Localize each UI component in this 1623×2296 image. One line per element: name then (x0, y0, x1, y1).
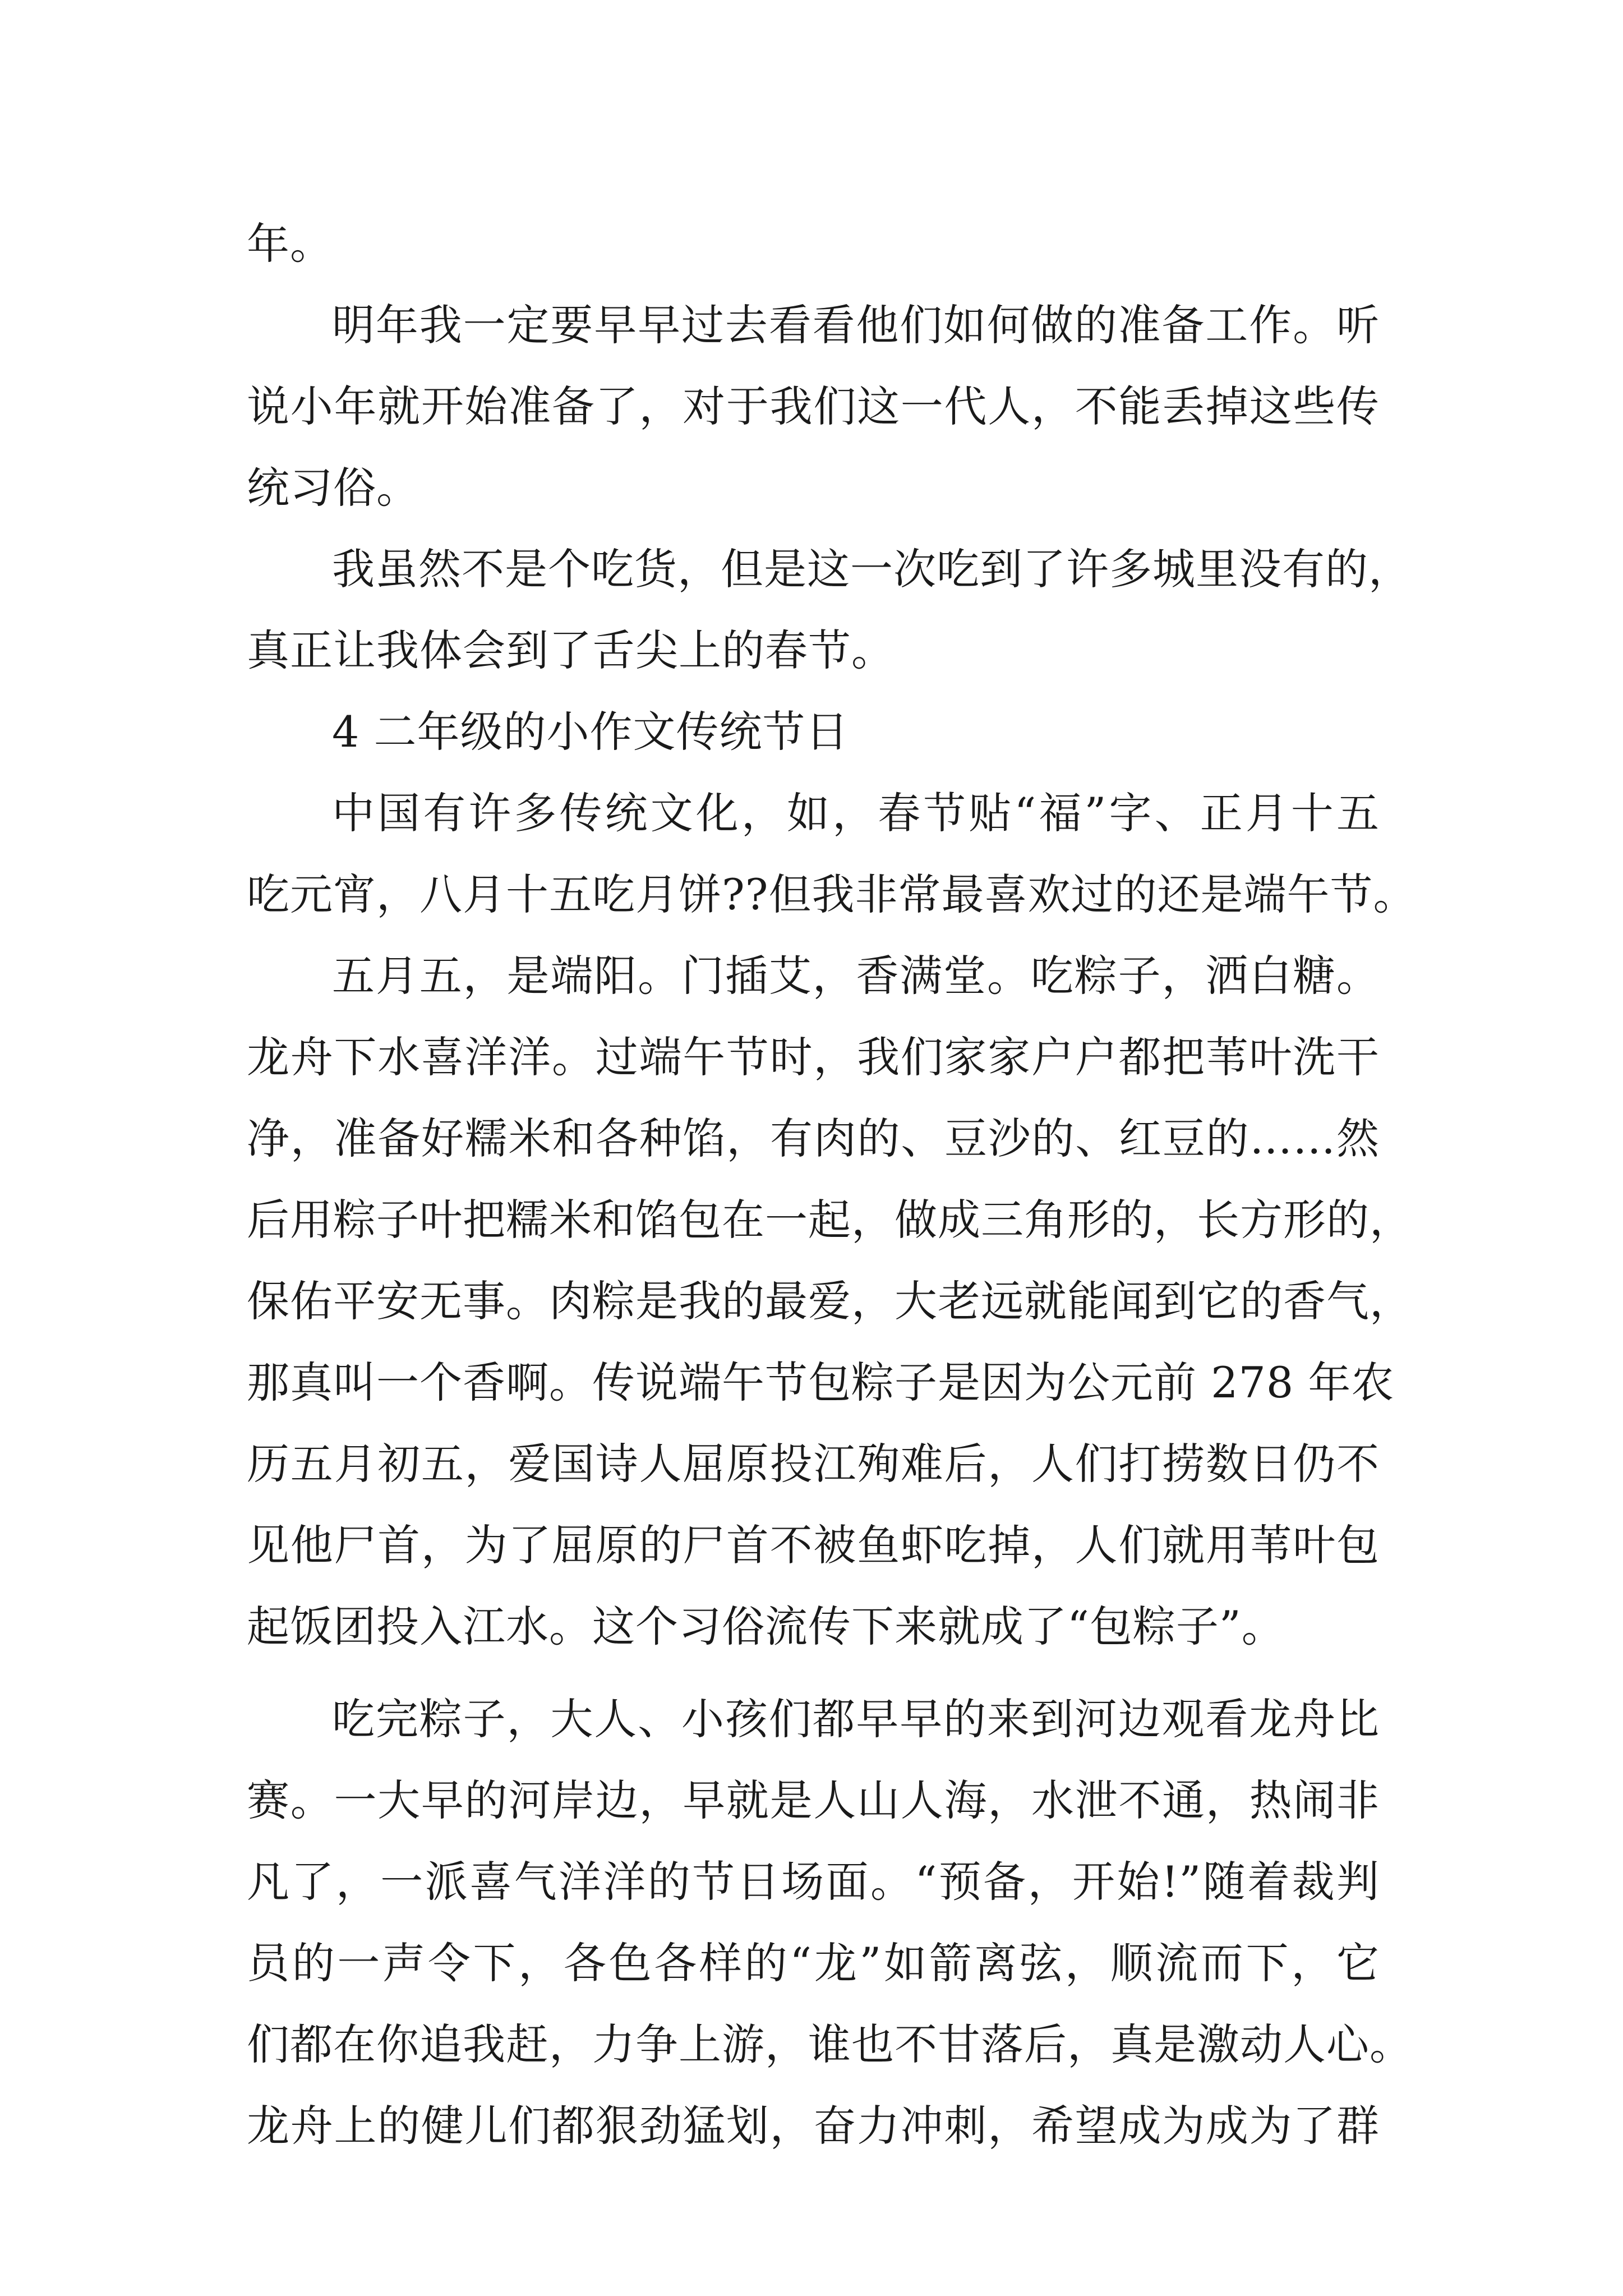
text-line: 五月五，是端阳。门插艾，香满堂。吃粽子，洒白糖。 (332, 951, 1380, 1001)
text-line: 明年我一定要早早过去看看他们如何做的准备工作。听 (332, 300, 1380, 350)
text-line: 年。 (247, 219, 333, 269)
text-line: 龙舟上的健儿们都狠劲猛划，奋力冲刺，希望成为成为了群 (247, 2101, 1380, 2151)
text-line: 我虽然不是个吃货，但是这一次吃到了许多城里没有的， (332, 544, 1412, 594)
text-line: 见他尸首，为了屈原的尸首不被鱼虾吃掉，人们就用苇叶包 (247, 1520, 1380, 1570)
text-line: 真正让我体会到了舌尖上的春节。 (247, 625, 895, 675)
text-line: 保佑平安无事。肉粽是我的最爱，大老远就能闻到它的香气， (247, 1276, 1413, 1326)
text-line: 们都在你追我赶，力争上游，谁也不甘落后，真是激动人心。 (247, 2019, 1413, 2069)
text-line: 后用粽子叶把糯米和馅包在一起，做成三角形的，长方形的， (247, 1195, 1413, 1245)
text-line: 净，准备好糯米和各种馅，有肉的、豆沙的、红豆的……然 (247, 1114, 1380, 1163)
text-line: 历五月初五，爱国诗人屈原投江殉难后，人们打捞数日仍不 (247, 1439, 1380, 1489)
text-line: 起饭团投入江水。这个习俗流传下来就成了“包粽子”。 (247, 1602, 1285, 1651)
text-line: 那真叫一个香啊。传说端午节包粽子是因为公元前 278 年农 (247, 1358, 1395, 1407)
text-line: 中国有许多传统文化，如，春节贴“福”字、正月十五 (332, 788, 1380, 838)
text-line: 凡了，一派喜气洋洋的节日场面。“预备，开始!”随着裁判 (247, 1857, 1380, 1907)
text-line: 员的一声令下，各色各样的“龙”如箭离弦，顺流而下，它 (247, 1938, 1380, 1988)
text-line: 统习俗。 (247, 463, 419, 513)
section-heading: 4 二年级的小作文传统节日 (332, 707, 849, 757)
text-line: 说小年就开始准备了，对于我们这一代人，不能丢掉这些传 (247, 381, 1380, 431)
text-line: 龙舟下水喜洋洋。过端午节时，我们家家户户都把苇叶洗干 (247, 1032, 1380, 1082)
text-line: 吃完粽子，大人、小孩们都早早的来到河边观看龙舟比 (332, 1694, 1380, 1744)
text-line: 赛。一大早的河岸边，早就是人山人海，水泄不通，热闹非 (247, 1775, 1380, 1825)
text-line: 吃元宵，八月十五吃月饼??但我非常最喜欢过的还是端午节。 (247, 869, 1417, 919)
